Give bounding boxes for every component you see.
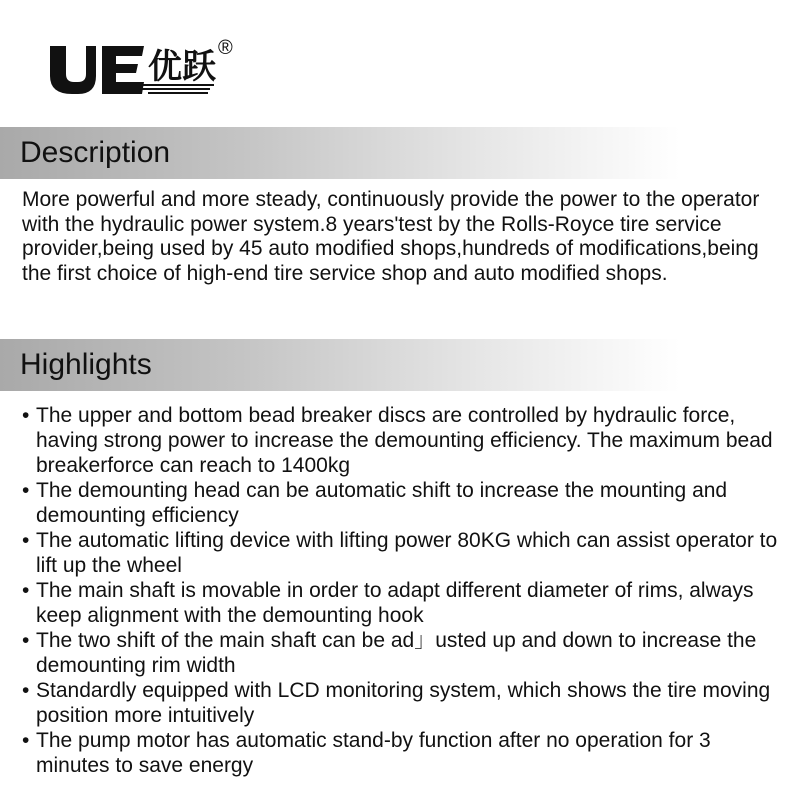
bullet-mark: •	[22, 529, 30, 552]
list-item	[20, 728, 790, 778]
highlight-text: The two shift of the main shaft can be ad」usted up and down to increase the demounting rim width	[36, 629, 757, 677]
bullet-mark: •	[22, 629, 30, 652]
bullet-mark: •	[22, 679, 30, 702]
bullet-mark: •	[22, 479, 30, 502]
highlight-text: The main shaft is movable in order to adapt different diameter of rims, always keep alignment with the demounting hook	[36, 579, 754, 627]
registered-mark: ®	[218, 37, 233, 59]
list-item	[20, 403, 790, 478]
brand-logo-graphic	[44, 36, 244, 100]
highlights-heading: Highlights	[20, 348, 152, 381]
description-header-bar	[0, 127, 800, 179]
bullet-mark: •	[22, 729, 30, 752]
list-item	[20, 578, 790, 628]
bullet-mark: •	[22, 579, 30, 602]
list-item	[20, 528, 790, 578]
highlights-list	[20, 403, 790, 778]
highlight-text: Standardly equipped with LCD monitoring system, which shows the tire moving position more intuitively	[36, 679, 771, 727]
brand-logo	[44, 36, 244, 100]
highlight-text: The upper and bottom bead breaker discs are controlled by hydraulic force, having strong power to increase the demounting efficiency. The maximum bead breakerforce can reach to 1400kg	[36, 404, 773, 477]
brand-chinese-name: 优跃	[148, 47, 216, 87]
list-item	[20, 678, 790, 728]
highlights-header-bar	[0, 339, 800, 391]
list-item	[20, 628, 790, 678]
description-text: More powerful and more steady, continuously provide the power to the operator with the hydraulic power system.8 years'test by the Rolls-Royce tire service provider,being used by 45 auto modified shops,hundreds of modifications,being the first choice of high-end tire service shop and auto modified shops.	[22, 188, 760, 285]
description-heading: Description	[20, 136, 171, 169]
list-item	[20, 478, 790, 528]
highlight-text: The demounting head can be automatic shift to increase the mounting and demounting efficiency	[36, 479, 728, 527]
highlight-text: The pump motor has automatic stand-by function after no operation for 3 minutes to save energy	[36, 729, 711, 777]
bullet-mark: •	[22, 404, 30, 427]
highlight-text: The automatic lifting device with lifting power 80KG which can assist operator to lift up the wheel	[36, 529, 778, 577]
